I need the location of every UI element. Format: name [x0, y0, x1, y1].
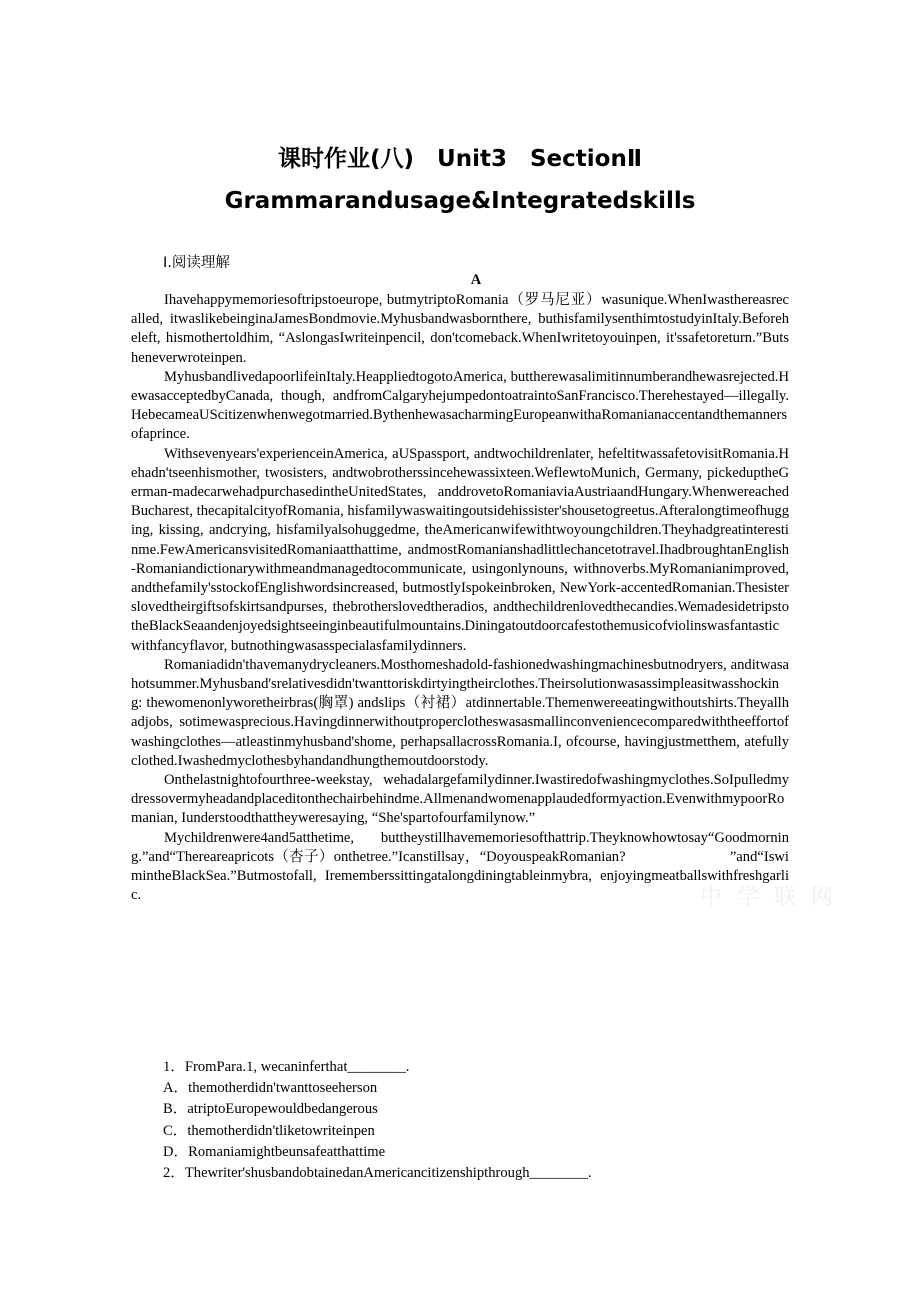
question-stem: 1．FromPara.1, wecaninferthat________.	[163, 1059, 410, 1075]
question-list	[163, 1057, 592, 1184]
paragraph: Ihavehappymemoriesoftripstoeurope, butmytriptoRomania（罗马尼亚）wasunique.WhenIwasthereasrecalled, itwaslikebeinginaJamesBondmovie.Myhusbandwasbornthere, buthisfamilysenthimtostudyinItaly.Beforeheleft, hismothertoldhim, “AslongasIwriteinpencil, don'tcomeback.WhenIwritetoyouinpen, it'ssafetoreturn.”Butsheneverwroteinpen.	[131, 292, 789, 366]
page-title: 课时作业(八) Unit3 SectionⅡ	[278, 146, 642, 172]
answer-option[interactable]: B．atriptoEuropewouldbedangerous	[163, 1101, 378, 1118]
paragraph: Onthelastnightofourthree-weekstay, wehadalargefamilydinner.Iwastiredofwashingmyclothes.SoIpulledmydressovermyheadandplaceditonthechairbehindme.Allmenandwomenapplaudedformyaction.EvenwithmypoorRomanian, Iunderstoodthattheyweresaying, “She'spartofourfamilynow.”	[131, 772, 789, 827]
paragraph: MyhusbandlivedapoorlifeinItaly.HeappliedtogotoAmerica, buttherewasalimitinnumberandhewasrejected.HewasacceptedbyCanada, though, andfromCalgaryhejumpedontoatraintoSanFrancisco.Therehestayed—illegally.HebecameaUScitizenwhenwegotmarried.BythenhewasacharmingEuropeanwithaRomanianaccentandthemannersofaprince.	[131, 368, 789, 443]
reading-passage	[131, 291, 789, 906]
paragraph: Withsevenyears'experienceinAmerica, aUSpassport, andtwochildrenlater, hefeltitwassafetovisitRomania.Hehadn'tseenhismother, twosisters, andtwobrotherssincehewassixteen.WeflewtoMunich, Germany, pickeduptheGerman-madecarwehadpurchasedintheUnitedStates, anddrovetoRomaniaviaAustriaandHungary.WhenwereachedBucharest, thecapitalcityofRomania, hisfamilywaswaitingoutsidehissister'shousetogreetus.Afteralongtimeofhugging, kissing, andcrying, hisfamilyalsohuggedme, theAmericanwifewithtwoyoungchildren.Theyhadgreatinterestinme.FewAmericansvisitedRomaniaatthattime, andmostRomanianshadlittlechancetotravel.IhadbroughtanEnglish-Romaniandictionarywithmeandmanagedtocommunicate, usingonlynouns, withnoverbs.MyRomanianimproved, andthefamily'sstockofEnglishwordsincreased, butmostlyIspokeinbroken, NewYork-accentedRomanian.Thesisterslovedtheirgiftsofskirtsandpurses, thebrotherslovedtheradios, andthechildrenlovedthecandies.WemadesidetripstotheBlackSeaandenjoyedsightseeinginbeautifulmountains.Diningatoutdoorcafestothemusicofviolinswasfantasticwithfancyflavor, butnothingwasasspecialasfamilydinners.	[131, 445, 789, 654]
section-heading: Ⅰ.阅读理解	[163, 255, 230, 271]
answer-option[interactable]: A．themotherdidn'twanttoseeherson	[163, 1080, 378, 1097]
question-stem: 2．Thewriter'shusbandobtainedanAmericancitizenshipthrough________.	[163, 1165, 592, 1182]
page-subtitle: Grammarandusage&Integratedskills	[224, 188, 696, 214]
watermark: 中 学 联 网	[700, 885, 837, 910]
paragraph: Mychildrenwere4and5atthetime, buttheystillhavememoriesofthattrip.Theyknowhowtosay“Goodmorning.”and“Thereareapricots（杏子）onthetree.”Icanstillsay，“DoyouspeakRomanian? ”and“IswimintheBlackSea.”Butmostofall, Irememberssittingatalongdiningtableinmybra, enjoyingmeatballswithfreshgarlic.	[131, 829, 789, 904]
passage-label: A	[470, 272, 482, 288]
paragraph: Romaniadidn'thavemanydrycleaners.Mosthomeshadold-fashionedwashingmachinesbutnodryers, anditwasahotsummer.Myhusband'srelativesdidn'twanttoriskdirtyingtheirclothes.Theirsolutionwasassimpleasitwasshocking: thewomenonlyworetheirbras(胸罩) andslips（衬裙）atdinnertable.Themenwereeatingwithoutshirts.Theyallhadjobs, sotimewasprecious.Havingdinnerwithoutproperclotheswasasmallinconveniencecomparedwiththeeffortofwashingclothes—atleastinmyhusband'shome, perhapsallacrossRomania.I, ofcourse, havingjustmetthem, atefullyclothed.Iwashedmyclothesbyhandandhungthemoutdoorstody.	[131, 656, 789, 769]
answer-option[interactable]: C．themotherdidn'tliketowriteinpen	[163, 1122, 375, 1139]
answer-option[interactable]: D．Romaniamightbeunsafeatthattime	[163, 1143, 386, 1160]
